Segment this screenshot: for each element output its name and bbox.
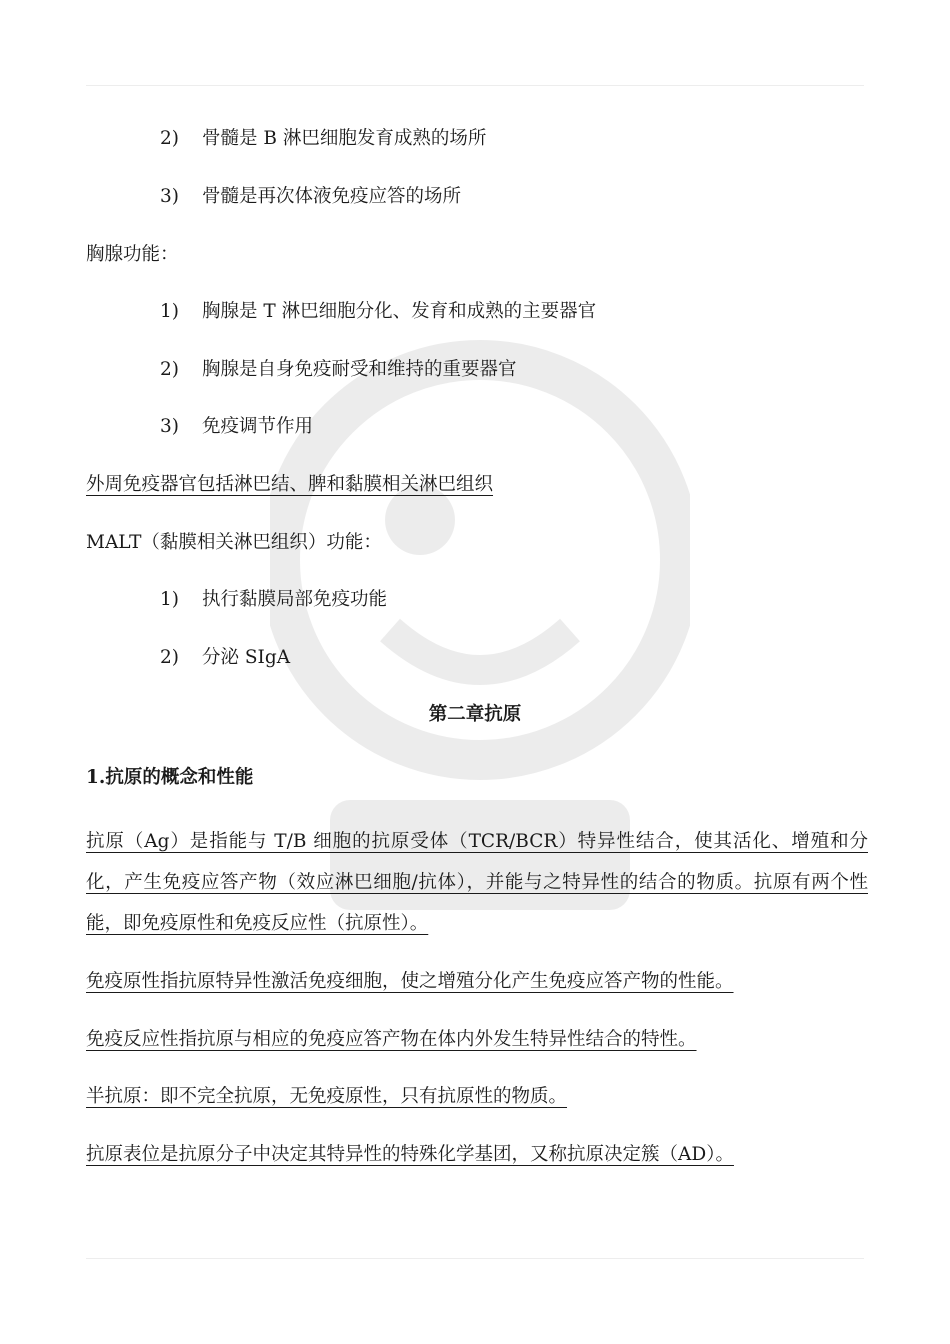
header-rule	[86, 85, 864, 86]
immunoreactivity-text: 免疫反应性指抗原与相应的免疫应答产物在体内外发生特异性结合的特性。	[86, 1029, 697, 1050]
chapter-title: 第二章抗原	[428, 704, 522, 725]
list-item: 3) 骨髓是再次体液免疫应答的场所	[160, 186, 462, 207]
list-item: 1) 执行黏膜局部免疫功能	[160, 589, 388, 610]
malt-heading: MALT（黏膜相关淋巴组织）功能：	[86, 532, 382, 553]
footer-rule	[86, 1258, 864, 1259]
peripheral-organs-text: 外周免疫器官包括淋巴结、脾和黏膜相关淋巴组织	[86, 474, 494, 495]
epitope-text: 抗原表位是抗原分子中决定其特异性的特殊化学基团，又称抗原决定簇（AD）。	[86, 1144, 734, 1165]
thymus-heading: 胸腺功能：	[86, 244, 179, 265]
hapten-text: 半抗原：即不完全抗原，无免疫原性，只有抗原性的物质。	[86, 1086, 568, 1107]
list-item: 2) 胸腺是自身免疫耐受和维持的重要器官	[160, 359, 517, 380]
antigen-definition-paragraph: 抗原（Ag）是指能与 T/B 细胞的抗原受体（TCR/BCR）特异性结合，使其活化、增殖和分化，产生免疫应答产物（效应淋巴细胞/抗体），并能与之特异性的结合的物质。抗原有两个性能，即免疫原性和免疫反应性（抗原性）。	[86, 831, 868, 934]
list-item: 2) 分泌 SIgA	[160, 647, 291, 668]
list-item: 3) 免疫调节作用	[160, 416, 314, 437]
immunogenicity-text: 免疫原性指抗原特异性激活免疫细胞，使之增殖分化产生免疫应答产物的性能。	[86, 971, 734, 992]
section-title: 1.抗原的概念和性能	[86, 767, 254, 788]
list-item: 1) 胸腺是 T 淋巴细胞分化、发育和成熟的主要器官	[160, 301, 597, 322]
list-item: 2) 骨髓是 B 淋巴细胞发育成熟的场所	[160, 128, 487, 149]
